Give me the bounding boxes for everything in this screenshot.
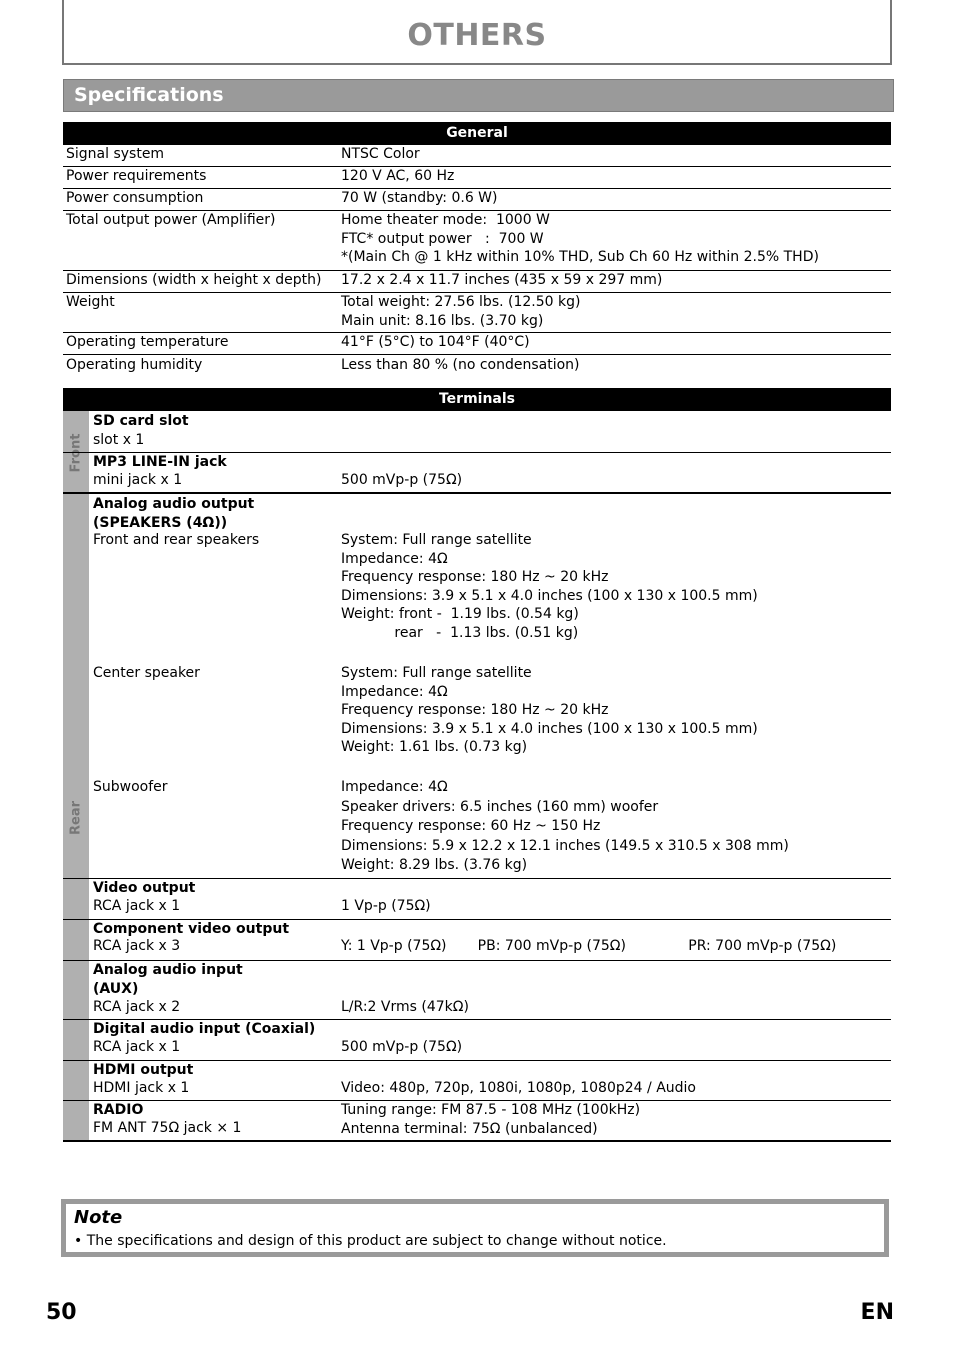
spec-label: Signal system bbox=[66, 146, 165, 162]
table-row bbox=[63, 879, 891, 920]
terminal-sub: RCA jack x 1 bbox=[93, 898, 181, 914]
terminal-sub: HDMI jack x 1 bbox=[93, 1080, 190, 1096]
speaker-value: Impedance: 4Ω Speaker drivers: 6.5 inches (160 mm) woofer Frequency response: 60 Hz ~ 150 Hz Dimensions: 5.9 x 12.2 x 12.1 inches (149.5 x 310.5 x 308 mm) Weight: 8.29 lbs. (3.76 kg) bbox=[341, 779, 789, 874]
spec-label: Power requirements bbox=[66, 168, 207, 184]
spec-label: Weight bbox=[66, 294, 115, 310]
table-row bbox=[63, 333, 891, 355]
terminal-sub: RCA jack x 3 bbox=[93, 938, 181, 954]
language-label: EN bbox=[860, 1300, 894, 1325]
table-row bbox=[63, 1020, 891, 1061]
table-row bbox=[63, 1101, 891, 1142]
title-frame bbox=[62, 0, 892, 65]
speaker-value: System: Full range satellite Impedance: 4Ω Frequency response: 180 Hz ~ 20 kHz Dimensions: 3.9 x 5.1 x 4.0 inches (100 x 130 x 100.5 mm) Weight: front - 1.19 lbs. (0.54 kg) rear - 1.13 lbs. (0.51 kg) bbox=[341, 532, 758, 641]
terminal-sub: slot x 1 bbox=[93, 432, 145, 448]
terminal-title: Component video output bbox=[93, 921, 290, 937]
table-row bbox=[63, 1061, 891, 1101]
spec-value: Total weight: 27.56 lbs. (12.50 kg) Main unit: 8.16 lbs. (3.70 kg) bbox=[341, 294, 581, 329]
table-row bbox=[63, 494, 891, 879]
terminal-value: Tuning range: FM 87.5 - 108 MHz (100kHz) Antenna terminal: 75Ω (unbalanced) bbox=[341, 1102, 641, 1137]
terminal-title: Digital audio input (Coaxial) bbox=[93, 1021, 316, 1037]
terminals-header: Terminals bbox=[63, 388, 891, 411]
spec-value: 17.2 x 2.4 x 11.7 inches (435 x 59 x 297 mm) bbox=[341, 272, 663, 288]
spec-label: Total output power (Amplifier) bbox=[66, 212, 276, 228]
spec-value: 70 W (standby: 0.6 W) bbox=[341, 190, 498, 206]
speaker-label: Center speaker bbox=[93, 665, 200, 681]
general-header: General bbox=[63, 122, 891, 145]
front-label: Front bbox=[68, 433, 84, 472]
table-row bbox=[63, 920, 891, 961]
spec-value: Less than 80 % (no condensation) bbox=[341, 357, 580, 373]
table-row bbox=[63, 293, 891, 333]
table-row bbox=[63, 961, 891, 1020]
terminal-sub: RCA jack x 1 bbox=[93, 1039, 181, 1055]
spec-value: Home theater mode: 1000 W FTC* output power : 700 W *(Main Ch @ 1 kHz within 10% THD, Sub Ch 60 Hz within 2.5% THD) bbox=[341, 212, 819, 265]
speaker-label: Front and rear speakers bbox=[93, 532, 260, 548]
note-text: • The specifications and design of this product are subject to change without notice. bbox=[74, 1233, 667, 1249]
spec-label: Power consumption bbox=[66, 190, 204, 206]
terminal-value: 500 mVp-p (75Ω) bbox=[341, 1039, 463, 1055]
terminal-title: SD card slot bbox=[93, 413, 189, 429]
terminal-title: Video output bbox=[93, 880, 196, 896]
table-row bbox=[63, 453, 891, 494]
table-row bbox=[63, 167, 891, 189]
table-row bbox=[63, 355, 891, 377]
terminal-value: 1 Vp-p (75Ω) bbox=[341, 898, 431, 914]
page-title: OTHERS bbox=[407, 18, 547, 53]
table-row bbox=[63, 271, 891, 293]
note-title: Note bbox=[74, 1207, 123, 1228]
spec-value: 120 V AC, 60 Hz bbox=[341, 168, 455, 184]
table-row bbox=[63, 145, 891, 167]
terminal-sub: mini jack x 1 bbox=[93, 472, 183, 488]
section-header bbox=[63, 79, 894, 112]
terminal-sub: FM ANT 75Ω jack × 1 bbox=[93, 1120, 242, 1136]
speaker-value: System: Full range satellite Impedance: 4Ω Frequency response: 180 Hz ~ 20 kHz Dimensions: 3.9 x 5.1 x 4.0 inches (100 x 130 x 100.5 mm) Weight: 1.61 lbs. (0.73 kg) bbox=[341, 665, 758, 755]
speaker-label: Subwoofer bbox=[93, 779, 168, 795]
spec-value: 41°F (5°C) to 104°F (40°C) bbox=[341, 334, 530, 350]
table-row bbox=[63, 411, 891, 453]
terminal-title: RADIO bbox=[93, 1102, 144, 1118]
page-number: 50 bbox=[46, 1300, 77, 1325]
spec-label: Operating humidity bbox=[66, 357, 203, 373]
terminal-title: MP3 LINE-IN jack bbox=[93, 454, 227, 470]
spec-label: Dimensions (width x height x depth) bbox=[66, 272, 322, 288]
terminal-title: Analog audio output (SPEAKERS (4Ω)) bbox=[93, 496, 255, 531]
terminal-title: HDMI output bbox=[93, 1062, 194, 1078]
terminal-value: Y: 1 Vp-p (75Ω) PB: 700 mVp-p (75Ω) PR: 700 mVp-p (75Ω) bbox=[341, 938, 837, 954]
table-row bbox=[63, 211, 891, 271]
spec-label: Operating temperature bbox=[66, 334, 229, 350]
terminal-value: Video: 480p, 720p, 1080i, 1080p, 1080p24 / Audio bbox=[341, 1080, 696, 1096]
terminal-sub: RCA jack x 2 bbox=[93, 999, 181, 1015]
note-box bbox=[61, 1199, 889, 1257]
terminal-value: L/R:2 Vrms (47kΩ) bbox=[341, 999, 469, 1015]
terminal-title: Analog audio input (AUX) bbox=[93, 962, 243, 997]
table-row bbox=[63, 189, 891, 211]
section-title: Specifications bbox=[74, 84, 224, 106]
rear-label: Rear bbox=[68, 800, 84, 835]
spec-value: NTSC Color bbox=[341, 146, 420, 162]
terminal-value: 500 mVp-p (75Ω) bbox=[341, 472, 463, 488]
